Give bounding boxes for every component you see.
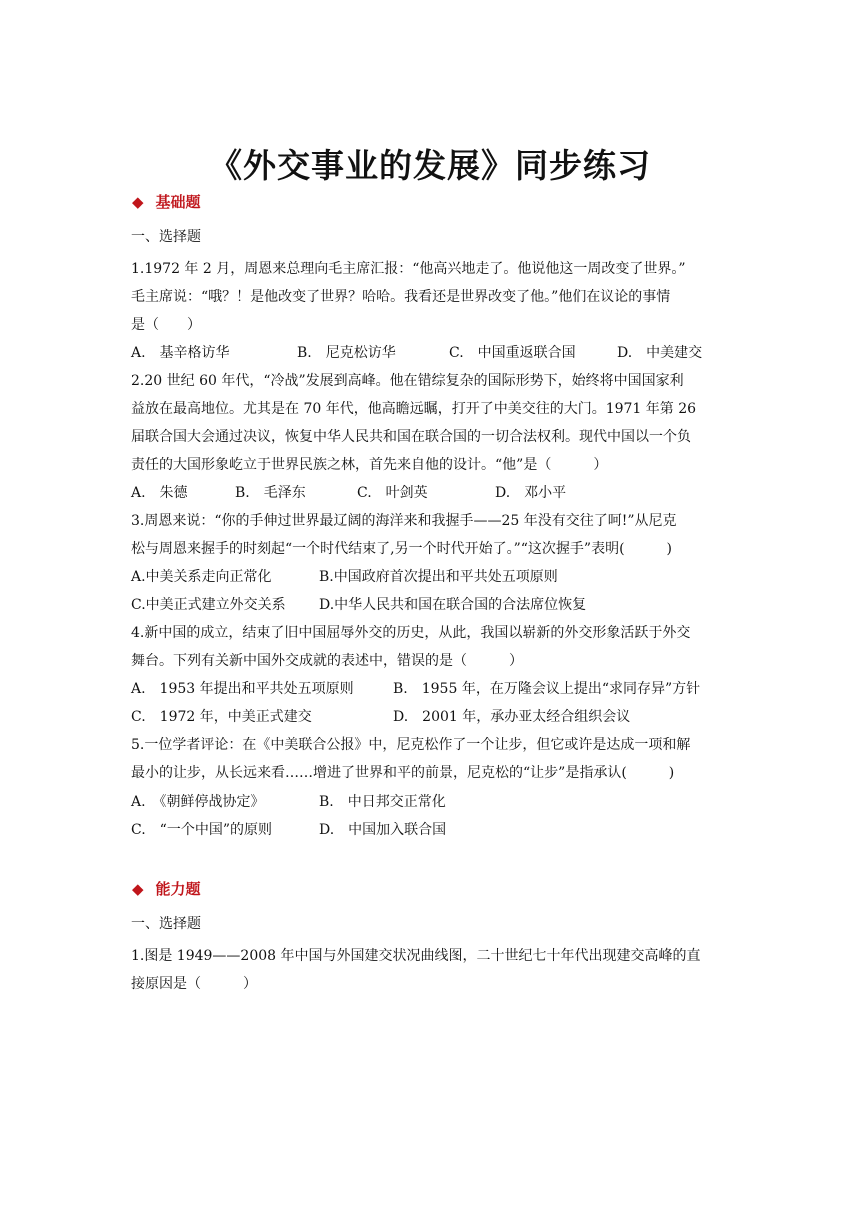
option-b: B. 1955 年，在万隆会议上提出“求同存异”方针: [393, 681, 701, 697]
ability-question-1-line: 1.图是 1949——2008 年中国与外国建交状况曲线图，二十世纪七十年代出现建交高峰的直: [131, 948, 701, 964]
subsection-heading: 一、选择题: [131, 916, 201, 932]
question-5-line: 最小的让步，从长远来看……增进了世界和平的前景，尼克松的“让步”是指承认( ): [131, 765, 675, 781]
question-4-line: 舞台。下列有关新中国外交成就的表述中，错误的是（ ）: [131, 653, 523, 669]
question-2-line: 2.20 世纪 60 年代，“冷战”发展到高峰。他在错综复杂的国际形势下，始终将中国国家利: [131, 373, 684, 389]
question-2-line: 责任的大国形象屹立于世界民族之林，首先来自他的设计。“他”是（ ）: [131, 457, 608, 473]
option-a: A. 《朝鲜停战协定》: [131, 794, 265, 810]
option-c: C. “一个中国”的原则: [131, 822, 272, 838]
question-5-options: [131, 791, 446, 811]
option-d: D. 邓小平: [495, 485, 567, 501]
question-5-line: 5.一位学者评论：在《中美联合公报》中，尼克松作了一个让步，但它或许是达成一项和解: [131, 737, 691, 753]
question-3-line: 3.周恩来说：“你的手伸过世界最辽阔的海洋来和我握手——25 年没有交往了呵!”从尼克: [131, 513, 677, 529]
option-a: A. 朱德: [131, 485, 188, 501]
option-a: A. 基辛格访华: [131, 345, 230, 361]
option-c: C. 叶剑英: [357, 485, 428, 501]
option-c: C.中美正式建立外交关系: [131, 597, 286, 613]
question-3-line: 松与周恩来握手的时刻起“一个时代结束了,另一个时代开始了。”“这次握手”表明( ): [131, 541, 673, 557]
option-d: D. 2001 年，承办亚太经合组织会议: [393, 709, 631, 725]
option-c: C. 中国重返联合国: [449, 345, 576, 361]
document-title: 《外交事业的发展》同步练习: [209, 146, 651, 185]
question-2-line: 益放在最高地位。尤其是在 70 年代，他高瞻远瞩，打开了中美交往的大门。1971 年第 26: [131, 401, 697, 417]
question-1-line: 1.1972 年 2 月，周恩来总理向毛主席汇报：“他高兴地走了。他说他这一周改变了世界。”: [131, 261, 686, 277]
question-3-options: [131, 594, 586, 614]
option-b: B. 毛泽东: [235, 485, 306, 501]
option-d: D. 中美建交: [617, 345, 703, 361]
question-2-line: 届联合国大会通过决议，恢复中华人民共和国在联合国的一切合法权利。现代中国以一个负: [131, 429, 691, 445]
ability-question-1-line: 接原因是（ ）: [131, 976, 257, 992]
question-1-line: 是（ ）: [131, 317, 201, 333]
question-2-options: [131, 482, 566, 502]
option-a: A. 1953 年提出和平共处五项原则: [131, 681, 354, 697]
question-1-options: [131, 342, 702, 362]
option-d: D. 中国加入联合国: [319, 822, 447, 838]
option-b: B.中国政府首次提出和平共处五项原则: [319, 569, 558, 585]
diamond-icon: ◆: [132, 880, 144, 898]
diamond-icon: ◆: [132, 193, 144, 211]
option-b: B. 尼克松访华: [297, 345, 396, 361]
section-heading-ability: [132, 878, 201, 899]
question-5-options: [131, 819, 446, 839]
question-4-line: 4.新中国的成立，结束了旧中国屈辱外交的历史，从此，我国以崭新的外交形象活跃于外交: [131, 625, 691, 641]
section-label: 基础题: [155, 193, 201, 211]
option-d: D.中华人民共和国在联合国的合法席位恢复: [319, 597, 587, 613]
option-a: A.中美关系走向正常化: [131, 569, 272, 585]
subsection-heading: 一、选择题: [131, 229, 201, 245]
question-4-options: [131, 678, 700, 698]
section-label: 能力题: [155, 880, 201, 898]
question-4-options: [131, 706, 630, 726]
option-b: B. 中日邦交正常化: [319, 794, 446, 810]
section-heading-basic: [132, 191, 201, 212]
question-1-line: 毛主席说：“哦？！是他改变了世界？哈哈。我看还是世界改变了他。”他们在议论的事情: [131, 289, 671, 305]
option-c: C. 1972 年，中美正式建交: [131, 709, 312, 725]
question-3-options: [131, 566, 558, 586]
